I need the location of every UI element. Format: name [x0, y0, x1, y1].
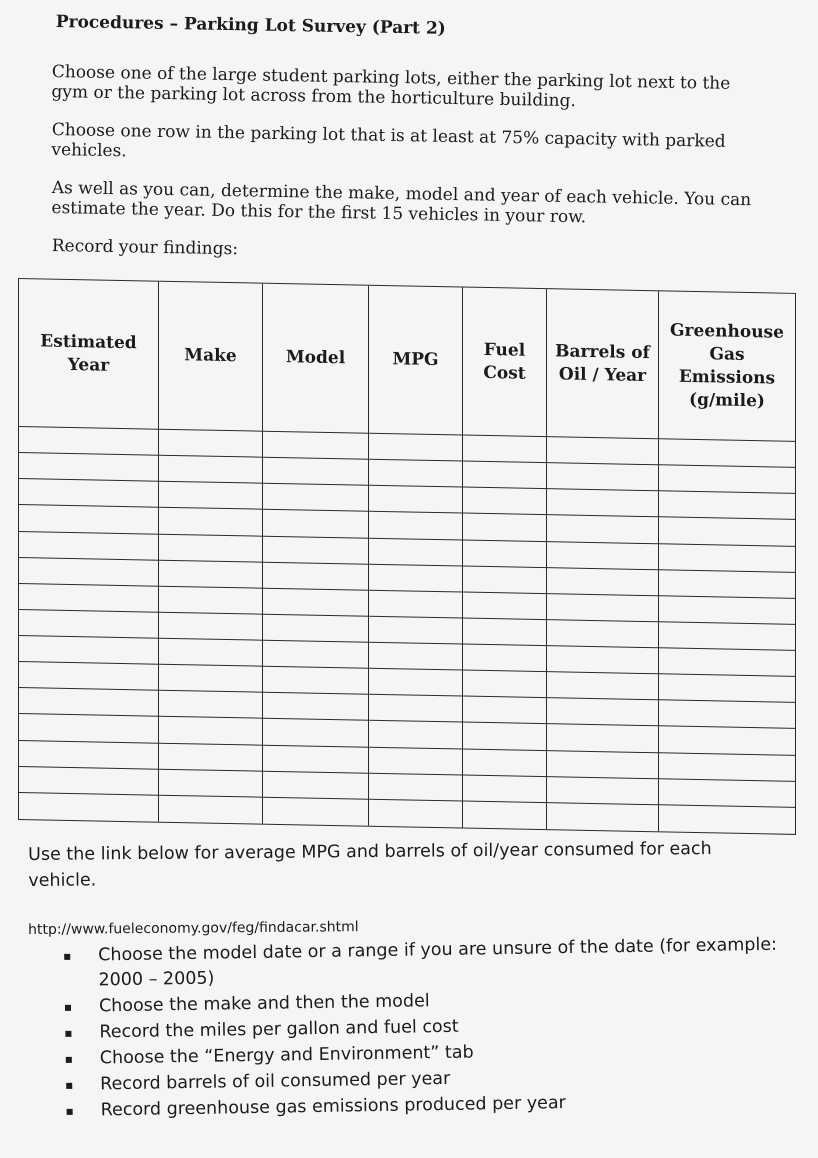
table-cell[interactable]: [659, 674, 795, 703]
table-cell[interactable]: [159, 508, 263, 536]
table-cell[interactable]: [547, 568, 659, 596]
table-cell[interactable]: [19, 427, 159, 456]
table-cell[interactable]: [263, 484, 369, 512]
table-cell[interactable]: [369, 564, 463, 592]
table-cell[interactable]: [369, 721, 463, 749]
table-header-text: Year: [67, 354, 110, 376]
table-cell[interactable]: [159, 430, 263, 458]
table-cell[interactable]: [659, 701, 795, 730]
table-cell[interactable]: [369, 800, 463, 828]
table-cell[interactable]: [263, 719, 369, 747]
table-cell[interactable]: [659, 492, 795, 521]
table-cell[interactable]: [369, 538, 463, 566]
table-cell[interactable]: [159, 796, 263, 824]
table-cell[interactable]: [659, 544, 795, 573]
table-cell[interactable]: [463, 540, 547, 568]
table-header-cell: [659, 291, 795, 442]
findings-table: [18, 278, 796, 835]
table-cell[interactable]: [19, 610, 159, 639]
table-cell[interactable]: [659, 439, 795, 468]
table-cell[interactable]: [263, 536, 369, 564]
table-cell[interactable]: [547, 725, 659, 753]
steps-list: [60, 933, 783, 1125]
table-cell[interactable]: [369, 747, 463, 775]
table-cell[interactable]: [463, 618, 547, 646]
table-header-cell: [159, 282, 263, 432]
table-cell[interactable]: [547, 646, 659, 674]
table-cell[interactable]: [263, 693, 369, 721]
table-cell[interactable]: [159, 534, 263, 562]
table-header-text: Make: [184, 345, 237, 367]
table-cell[interactable]: [263, 589, 369, 617]
table-cell[interactable]: [369, 695, 463, 723]
table-cell[interactable]: [463, 697, 547, 725]
table-cell[interactable]: [547, 594, 659, 622]
table-cell[interactable]: [659, 570, 795, 599]
list-item-text: Record barrels of oil consumed per year: [100, 1068, 451, 1095]
table-cell[interactable]: [19, 453, 159, 482]
instruction-paragraph-3: As well as you can, determine the make, model and year of each vehicle. You can estimate the year. Do this for the first 15 vehicles in your row.: [51, 178, 752, 228]
table-cell[interactable]: [263, 510, 369, 538]
table-cell[interactable]: [159, 482, 263, 510]
link-instructions: Use the link below for average MPG and barrels of oil/year consumed for each vehicle.: [28, 839, 712, 891]
table-cell[interactable]: [369, 486, 463, 514]
table-cell[interactable]: [19, 532, 159, 561]
table-cell[interactable]: [659, 465, 795, 494]
table-cell[interactable]: [263, 562, 369, 590]
table-cell[interactable]: [463, 436, 547, 464]
table-cell[interactable]: [369, 591, 463, 619]
table-cell[interactable]: [463, 671, 547, 699]
table-cell[interactable]: [463, 645, 547, 673]
table-cell[interactable]: [547, 751, 659, 779]
table-cell[interactable]: [659, 805, 795, 834]
table-cell[interactable]: [659, 622, 795, 651]
table-cell[interactable]: [159, 717, 263, 745]
instruction-paragraph-1: Choose one of the large student parking lots, either the parking lot next to the gym or the parking lot across from the horticulture building.: [51, 62, 731, 112]
table-cell[interactable]: [463, 749, 547, 777]
table-cell[interactable]: [547, 463, 659, 491]
table-cell[interactable]: [659, 596, 795, 625]
table-cell[interactable]: [263, 667, 369, 695]
table-cell[interactable]: [369, 643, 463, 671]
table-cell[interactable]: [369, 669, 463, 697]
bullet-icon: [66, 1057, 72, 1063]
table-cell[interactable]: [19, 636, 159, 665]
table-cell[interactable]: [159, 456, 263, 484]
table-cell[interactable]: [19, 479, 159, 508]
table-cell[interactable]: [463, 592, 547, 620]
table-header-text: Greenhouse: [670, 320, 784, 343]
bullet-icon: [65, 1031, 71, 1037]
list-item-text: Choose the make and then the model: [98, 991, 430, 1017]
table-cell[interactable]: [263, 771, 369, 799]
table-cell[interactable]: [659, 753, 795, 782]
table-header-text: Model: [285, 347, 346, 369]
table-header-cell: [463, 288, 547, 438]
table-cell[interactable]: [159, 769, 263, 797]
table-header-text: Barrels of: [555, 340, 650, 363]
table-header-text: Estimated: [40, 330, 137, 353]
fueleconomy-link[interactable]: http://www.fueleconomy.gov/feg/findacar.shtml: [28, 919, 359, 938]
table-cell[interactable]: [463, 488, 547, 516]
table-cell[interactable]: [19, 741, 159, 770]
table-cell[interactable]: [19, 688, 159, 717]
table-cell[interactable]: [463, 801, 547, 829]
page-title: Procedures – Parking Lot Survey (Part 2): [55, 12, 446, 39]
table-header-cell: [263, 284, 369, 434]
bullet-icon: [65, 1005, 71, 1011]
table-cell[interactable]: [547, 620, 659, 648]
table-cell[interactable]: [547, 777, 659, 805]
table-cell[interactable]: [159, 613, 263, 641]
table-cell[interactable]: [159, 587, 263, 615]
table-cell[interactable]: [263, 745, 369, 773]
bullet-icon: [66, 1083, 72, 1089]
table-cell[interactable]: [263, 641, 369, 669]
list-item-text: Record greenhouse gas emissions produced per year: [100, 1093, 566, 1121]
table-cell[interactable]: [19, 505, 159, 534]
table-cell[interactable]: [369, 512, 463, 540]
table-cell[interactable]: [159, 560, 263, 588]
table-cell[interactable]: [369, 460, 463, 488]
table-cell[interactable]: [369, 617, 463, 645]
table-header-text: MPG: [392, 349, 439, 371]
table-cell[interactable]: [159, 639, 263, 667]
table-header-cell: [547, 289, 659, 439]
bullet-icon: [64, 954, 70, 960]
table-cell[interactable]: [263, 798, 369, 826]
table-header-text: Cost: [483, 362, 526, 384]
table-header-text: Emissions: [678, 366, 776, 389]
table-header-text: Gas: [709, 343, 745, 365]
table-cell[interactable]: [463, 723, 547, 751]
table-cell[interactable]: [159, 691, 263, 719]
table-cell[interactable]: [19, 714, 159, 743]
table-cell[interactable]: [547, 698, 659, 726]
table-header-text: (g/mile): [689, 389, 765, 411]
list-item-text: Choose the model date or a range if you are unsure of the date (for example: 2000 – 2005): [98, 934, 778, 991]
table-cell[interactable]: [19, 662, 159, 691]
table-cell[interactable]: [547, 437, 659, 465]
table-header-cell: [19, 279, 159, 430]
record-findings-label: Record your findings:: [51, 236, 239, 260]
table-cell[interactable]: [659, 727, 795, 756]
table-cell[interactable]: [369, 773, 463, 801]
table-cell[interactable]: [547, 516, 659, 544]
table-cell[interactable]: [659, 518, 795, 547]
table-header-text: Oil / Year: [558, 363, 647, 386]
table-header-text: Fuel: [483, 339, 526, 361]
table-cell[interactable]: [159, 665, 263, 693]
table-cell[interactable]: [547, 672, 659, 700]
bullet-icon: [67, 1109, 73, 1115]
table-cell[interactable]: [19, 793, 159, 822]
list-item-text: Record the miles per gallon and fuel cost: [99, 1016, 459, 1043]
table-cell[interactable]: [263, 615, 369, 643]
table-cell[interactable]: [263, 458, 369, 486]
table-cell[interactable]: [369, 434, 463, 462]
table-cell[interactable]: [463, 462, 547, 490]
table-cell[interactable]: [547, 542, 659, 570]
table-cell[interactable]: [263, 432, 369, 460]
table-cell[interactable]: [659, 779, 795, 808]
list-item-text: Choose the “Energy and Environment” tab: [99, 1042, 474, 1069]
table-cell[interactable]: [19, 584, 159, 613]
table-cell[interactable]: [463, 775, 547, 803]
instruction-paragraph-2: Choose one row in the parking lot that is at least at 75% capacity with parked vehicles.: [51, 120, 726, 162]
table-cell[interactable]: [19, 558, 159, 587]
table-cell[interactable]: [19, 767, 159, 796]
table-cell[interactable]: [547, 489, 659, 517]
table-header-cell: [369, 286, 463, 436]
table-cell[interactable]: [659, 648, 795, 677]
table-cell[interactable]: [159, 743, 263, 771]
table-cell[interactable]: [547, 803, 659, 831]
table-cell[interactable]: [463, 566, 547, 594]
table-cell[interactable]: [463, 514, 547, 542]
